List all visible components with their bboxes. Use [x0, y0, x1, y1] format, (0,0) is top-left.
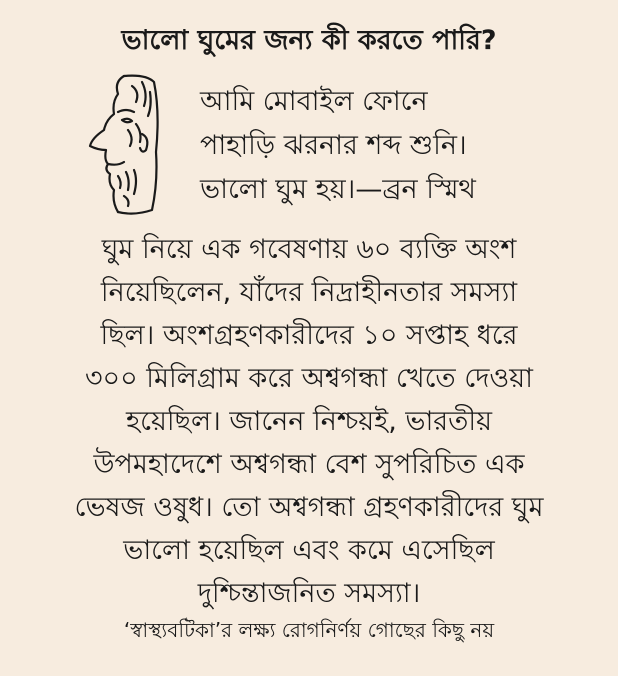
- quote-block: [200, 80, 600, 212]
- quote-line: পাহাড়ি ঝরনার শব্দ শুনি।: [200, 130, 467, 161]
- article-title: ভালো ঘুমের জন্য কী করতে পারি?: [121, 25, 497, 56]
- face-profile-sketch-icon: [84, 72, 168, 220]
- body-line: ঘুম নিয়ে এক গবেষণায় ৬০ ব্যক্তি অংশ: [101, 234, 517, 265]
- disclaimer-footer: ‘স্বাস্থ্যবটিকা’র লক্ষ্য রোগনির্ণয় গোছের কিছু নয়: [123, 618, 495, 642]
- quote-line: ভালো ঘুম হয়।—ব্রন স্মিথ: [200, 174, 476, 205]
- body-line: ভেষজ ওষুধ। তো অশ্বগন্ধা গ্রহণকারীদের ঘুম: [74, 492, 544, 523]
- body-line: হয়েছিল। জানেন নিশ্চয়ই, ভারতীয়: [125, 406, 493, 437]
- body-line: ৩০০ মিলিগ্রাম করে অশ্বগন্ধা খেতে দেওয়া: [84, 363, 534, 394]
- body-line: ভালো হয়েছিল এবং কমে এসেছিল: [123, 535, 495, 566]
- body-line: নিয়েছিলেন, যাঁদের নিদ্রাহীনতার সমস্যা: [100, 277, 518, 308]
- body-line: দুশ্চিন্তাজনিত সমস্যা।: [197, 578, 421, 609]
- article-body: [0, 228, 618, 615]
- quote-line: আমি মোবাইল ফোনে: [200, 86, 428, 117]
- body-line: ছিল। অংশগ্রহণকারীদের ১০ সপ্তাহ ধরে: [100, 320, 518, 351]
- body-line: উপমহাদেশে অশ্বগন্ধা বেশ সুপরিচিত এক: [93, 449, 525, 480]
